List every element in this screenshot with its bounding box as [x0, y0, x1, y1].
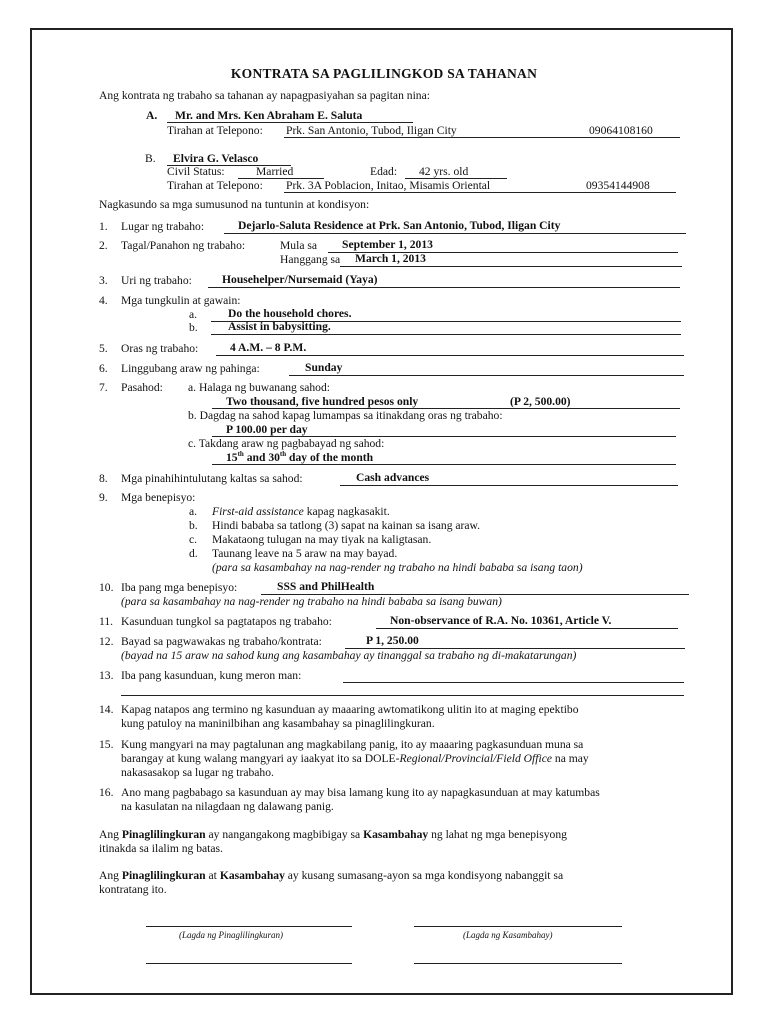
end-line — [340, 266, 682, 267]
item-4-label: Mga tungkulin at gawain: — [121, 294, 241, 307]
age-label: Edad: — [370, 165, 398, 178]
item-7-label: Pasahod: — [121, 381, 163, 394]
other-benefits: SSS and PhilHealth — [277, 580, 375, 593]
employer-signature-line-2[interactable] — [146, 963, 352, 964]
item-13-line-1 — [343, 682, 684, 683]
item-4-number: 4. — [99, 294, 108, 307]
item-12-number: 12. — [99, 635, 114, 648]
item-5-number: 5. — [99, 342, 108, 355]
party-a-phone: 09064108160 — [589, 124, 653, 137]
benefit-a-letter: a. — [189, 505, 198, 518]
item-7-number: 7. — [99, 381, 108, 394]
item-15-number: 15. — [99, 738, 114, 751]
pay-day: 15th and 30th day of the month — [226, 450, 374, 464]
item-1-number: 1. — [99, 220, 108, 233]
benefit-note: (para sa kasambahay na nag-render ng trabaho na hindi bababa sa isang taon) — [212, 561, 583, 574]
duty-a-letter: a. — [189, 308, 198, 321]
item-9-label: Mga benepisyo: — [121, 491, 196, 504]
closing-1-line-b: itinakda sa ilalim ng batas. — [99, 842, 223, 855]
closing-2-line-a: Ang Pinaglilingkuran at Kasambahay ay kusang sumasang-ayon sa mga kondisyong nabanggit sa — [99, 869, 564, 882]
item-3-number: 3. — [99, 274, 108, 287]
item-3-line — [208, 287, 680, 288]
item-2-label: Tagal/Panahon ng trabaho: — [121, 239, 246, 252]
termination-pay-note: (bayad na 15 araw na sahod kung ang kasambahay ay tinanggal sa trabaho ng di-makatarungan) — [121, 649, 577, 662]
start-date: September 1, 2013 — [342, 238, 433, 251]
benefit-c-letter: c. — [189, 533, 198, 546]
item-16-line-b: na kasulatan na nilagdaan ng dalawang panig. — [121, 800, 334, 813]
item-1-label: Lugar ng trabaho: — [121, 220, 205, 233]
item-13-label: Iba pang kasunduan, kung meron man: — [121, 669, 302, 682]
benefit-d: Taunang leave na 5 araw na may bayad. — [212, 547, 398, 560]
item-6-line — [289, 375, 684, 376]
item-14-line-a: Kapag natapos ang termino ng kasunduan ay maaaring awtomatikong ulitin ito at maging epektibo — [121, 703, 579, 716]
overtime-pay: P 100.00 per day — [226, 423, 308, 436]
workplace-value: Dejarlo-Saluta Residence at Prk. San Antonio, Tubod, Iligan City — [238, 219, 561, 232]
benefit-b-letter: b. — [189, 519, 198, 532]
item-10-label: Iba pang mga benepisyo: — [121, 581, 238, 594]
end-date: March 1, 2013 — [355, 252, 426, 265]
salary-b-label: b. Dagdag na sahod kapag lumampas sa itinakdang oras ng trabaho: — [188, 409, 503, 422]
party-b-address: Prk. 3A Poblacion, Initao, Misamis Oriental — [286, 179, 491, 192]
item-13-line-2 — [121, 695, 684, 696]
party-b-address-label: Tirahan at Telepono: — [167, 179, 263, 192]
party-a-name: Mr. and Mrs. Ken Abraham E. Saluta — [175, 109, 363, 122]
rest-day: Sunday — [305, 361, 343, 374]
employer-signature-caption: (Lagda ng Pinaglilingkuran) — [179, 930, 283, 940]
item-2-number: 2. — [99, 239, 108, 252]
party-a-address: Prk. San Antonio, Tubod, Iligan City — [286, 124, 457, 137]
item-6-number: 6. — [99, 362, 108, 375]
end-label: Hanggang sa — [280, 253, 341, 266]
duty-b-line — [211, 334, 681, 335]
item-5-label: Oras ng trabaho: — [121, 342, 199, 355]
termination-agreement: Non-observance of R.A. No. 10361, Article V. — [390, 614, 612, 627]
civil-status-value: Married — [256, 165, 294, 178]
benefit-c: Makataong tulugan na may tiyak na kaligtasan. — [212, 533, 432, 546]
item-8-line — [340, 485, 678, 486]
item-16-number: 16. — [99, 786, 114, 799]
start-label: Mula sa — [280, 239, 318, 252]
salary-a-label: a. Halaga ng buwanang sahod: — [188, 381, 330, 394]
item-11-line — [376, 628, 678, 629]
item-14-number: 14. — [99, 703, 114, 716]
item-14-line-b: kung patuloy na maninilbihan ang kasambahay sa pinaglilingkuran. — [121, 717, 435, 730]
item-16-line-a: Ano mang pagbabago sa kasunduan ay may bisa lamang kung ito ay napagkasunduan at may katumbas — [121, 786, 600, 799]
item-15-line-a: Kung mangyari na may pagtalunan ang magkabilang panig, ito ay maaaring pagkasunduan muna sa — [121, 738, 584, 751]
document-title: KONTRATA SA PAGLILINGKOD SA TAHANAN — [230, 66, 538, 81]
item-12-label: Bayad sa pagwawakas ng trabaho/kontrata: — [121, 635, 322, 648]
work-hours: 4 A.M. – 8 P.M. — [230, 341, 307, 354]
helper-signature-caption: (Lagda ng Kasambahay) — [463, 930, 553, 940]
closing-2-line-b: kontratang ito. — [99, 883, 167, 896]
item-5-line — [216, 355, 684, 356]
item-11-number: 11. — [99, 615, 114, 628]
party-a-letter: A. — [146, 109, 158, 122]
monthly-salary-amount: (P 2, 500.00) — [510, 395, 571, 408]
duty-a: Do the household chores. — [228, 307, 352, 320]
item-3-label: Uri ng trabaho: — [121, 274, 192, 287]
item-15-line-c: nakasasakop sa lugar ng trabaho. — [121, 766, 274, 779]
item-13-number: 13. — [99, 669, 114, 682]
other-benefits-note: (para sa kasambahay na nag-render ng trabaho na hindi bababa sa isang buwan) — [121, 595, 502, 608]
item-6-label: Linggubang araw ng pahinga: — [121, 362, 260, 375]
item-11-label: Kasunduan tungkol sa pagtatapos ng trabaho: — [121, 615, 332, 628]
item-10-number: 10. — [99, 581, 114, 594]
item-15-line-b: barangay at kung walang mangyari ay iaakyat ito sa DOLE-Regional/Provincial/Field Office na may — [121, 752, 589, 765]
item-1-line — [224, 233, 686, 234]
helper-signature-line[interactable] — [414, 926, 622, 927]
closing-1-line-a: Ang Pinaglilingkuran ay nangangakong magbibigay sa Kasambahay ng lahat ng mga benepisyong — [99, 828, 567, 841]
party-b-phone: 09354144908 — [586, 179, 650, 192]
deductions: Cash advances — [356, 471, 430, 484]
monthly-salary-words: Two thousand, five hundred pesos only — [226, 395, 419, 408]
party-b-name: Elvira G. Velasco — [173, 152, 259, 165]
helper-signature-line-2[interactable] — [414, 963, 622, 964]
item-8-label: Mga pinahihintulutang kaltas sa sahod: — [121, 472, 303, 485]
intro-text: Ang kontrata ng trabaho sa tahanan ay napagpasiyahan sa pagitan nina: — [99, 89, 430, 102]
salary-c-label: c. Takdang araw ng pagbabayad ng sahod: — [188, 437, 385, 450]
termination-pay: P 1, 250.00 — [366, 634, 419, 647]
benefit-a: First-aid assistance kapag nagkasakit. — [212, 505, 390, 518]
civil-status-label: Civil Status: — [167, 165, 225, 178]
item-8-number: 8. — [99, 472, 108, 485]
item-9-number: 9. — [99, 491, 108, 504]
job-type: Househelper/Nursemaid (Yaya) — [222, 273, 378, 286]
party-a-address-label: Tirahan at Telepono: — [167, 124, 263, 137]
duty-b: Assist in babysitting. — [228, 320, 331, 333]
duty-b-letter: b. — [189, 321, 198, 334]
employer-signature-line[interactable] — [146, 926, 352, 927]
benefit-d-letter: d. — [189, 547, 198, 560]
age-value: 42 yrs. old — [419, 165, 469, 178]
party-b-letter: B. — [145, 152, 156, 165]
benefit-b: Hindi bababa sa tatlong (3) sapat na kainan sa isang araw. — [212, 519, 481, 532]
agreement-intro: Nagkasundo sa mga sumusunod na tuntunin at kondisyon: — [99, 198, 370, 211]
